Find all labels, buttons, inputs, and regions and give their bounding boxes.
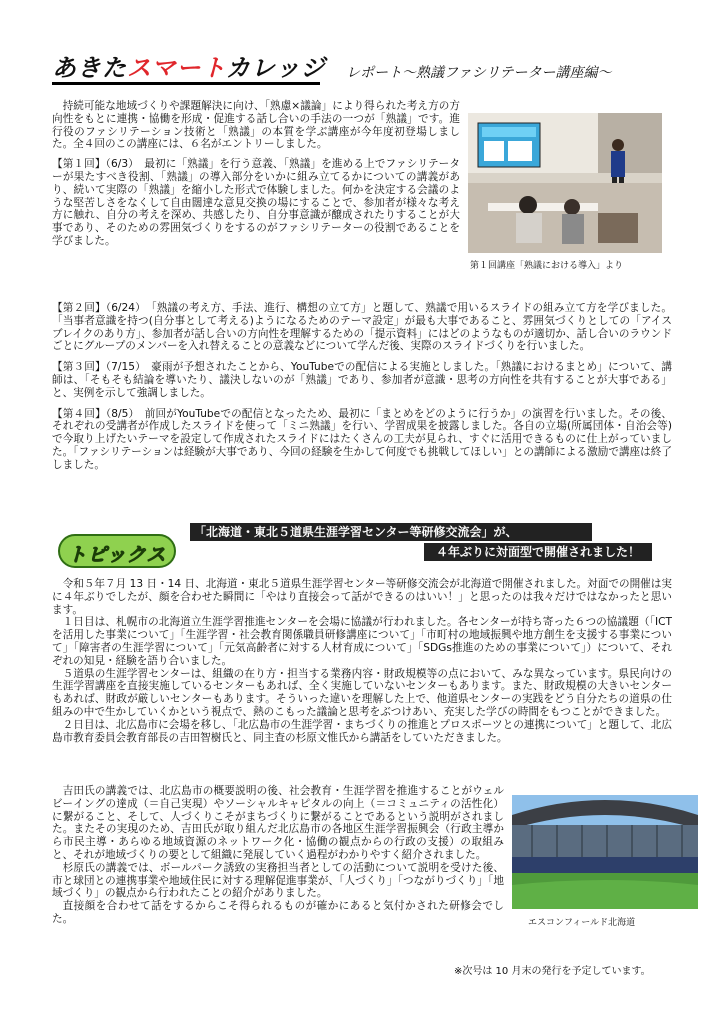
topic-paragraph: 令和５年７月 13 日・14 日、北海道・東北５道県生涯学習センター等研修交流会が北海道で開催されました。対面での開催は実に４年ぶりでしたが、顔を合わせた瞬間に「やはり直接会って話ができるのはいい！」と思ったのは我々だけではなかったと思います。 xyxy=(52,578,672,616)
topics-banner-line2: ４年ぶりに対面型で開催されました！ xyxy=(424,543,652,561)
stadium-photo-illustration xyxy=(512,795,698,909)
lecture-photo-illustration xyxy=(468,113,662,253)
session1-paragraph: 【第１回】（6/3） 最初に「熟議」を行う意義、「熟議」を進める上でファシリテーターが果たすべき役割、「熟議」の導入部分をいかに組み立てるかについての講義があり、続いて実際の「熟議」を縮小した形式で体験しました。何かを決定する会議のような堅苦しさをなくして自由闊達な意見交換の場にすることで、参加者が様々な考え方に触れ、自分の考えを深め、共感したり、自分事意識が醸成されたりすることが大事であり、そのための雰囲気づくりをするのがファシリテーターの役割であることを学びました。 xyxy=(52,158,460,247)
intro-paragraph: 持続可能な地域づくりや課題解決に向け、「熟慮×議論」により得られた考え方の方向性をもとに連携・協働を形成・促進する話し合いの手法の一つが「熟議」です。進行役のファシリテーション技術と「熟議」の本質を学ぶ講座が今年度初登場しました。全４回のこの講座には、６名がエントリーしました。 xyxy=(52,100,460,151)
title-underline xyxy=(52,82,320,85)
intro-block xyxy=(52,100,460,248)
topic-paragraph: ２日目は、北広島市に会場を移し、「北広島市の生涯学習・まちづくりの推進とプロスポーツとの連携について」と題して、北広島市教育委員会教育部長の吉田智樹氏と、同主査の杉原文惟氏から講話をしていただきました。 xyxy=(52,718,672,744)
topics-badge xyxy=(58,534,176,568)
session3-paragraph: 【第３回】（7/15） 豪雨が予想されたことから、YouTubeでの配信による実施としました。「熟議におけるまとめ」について、講師は、「そもそも結論を導いたり、議決しないのが「熟議」であり、参加者が意識・思考の方向性を共有することが大事である」と、実例を示して強調しました。 xyxy=(52,361,672,399)
title-part-akita: あきた xyxy=(52,54,127,82)
topic-paragraph: 杉原氏の講義では、ボールパーク誘致の実務担当者としての活動について説明を受けた後、市と球団との連携事業や地域住民に対する理解促進事業が、「人づくり」「つながりづくり」「地域づくり」の観点から行われたことの紹介がありました。 xyxy=(52,861,504,900)
report-subtitle: レポート〜熟議ファシリテーター講座編〜 xyxy=(346,65,612,81)
sessions-block xyxy=(52,302,672,472)
newsletter-title xyxy=(52,48,326,83)
title-part-college: カレッジ xyxy=(225,54,326,82)
stadium-photo xyxy=(512,795,698,909)
next-issue-note: ※次号は 10 月末の発行を予定しています。 xyxy=(454,966,651,977)
topic-body xyxy=(52,578,672,744)
topics-banner-line1: 「北海道・東北５道県生涯学習センター等研修交流会」が、 xyxy=(190,523,592,541)
topic-paragraph: 直接顔を合わせて話をするからこそ得られるものが確かにあると気付かされた研修会でした。 xyxy=(52,900,504,925)
topics-label: トピックス xyxy=(67,544,167,566)
topics-banner xyxy=(190,523,652,563)
topic-body-wrap xyxy=(52,785,504,926)
title-part-smart: スマート xyxy=(127,54,226,82)
topic-paragraph: 吉田氏の講義では、北広島市の概要説明の後、社会教育・生涯学習を推進することがウェルビーイングの達成（＝自己実現）やソーシャルキャピタルの向上（＝コミュニティの活性化）に繋がること、そして、人づくりこそがまちづくりに繋がることであるという説明がされました。またその実現のため、吉田氏が取り組んだ北広島市の各地区生涯学習振興会（行政主導から市民主導・あらゆる地域資源のネットワーク化・協働の観点からの行政の支援）の取組みと、それが地域づくりの要として組織に発展していく過程がわかりやすく紹介されました。 xyxy=(52,785,504,861)
session2-paragraph: 【第２回】（6/24） 「熟議の考え方、手法、進行、構想の立て方」と題して、熟議で用いるスライドの組み立て方を学びました。「当事者意識を持つ(自分事として考える)ようになるためのテーマ設定」が最も大事であること、雰囲気づくりとしての「アイスブレイクのあり方」、参加者が話し合いの方向性を理解するための「提示資料」にはどのようなものが適切か、話し合いのラウンドごとにグループのメンバーを入れ替えることの意義などについて学んだ後、実際のスライドづくりを行いました。 xyxy=(52,302,672,353)
stadium-photo-caption: エスコンフィールド北海道 xyxy=(528,918,636,928)
session4-paragraph: 【第４回】（8/5） 前回がYouTubeでの配信となったため、最初に「まとめをどのように行うか」の演習を行いました。その後、それぞれの受講者が作成したスライドを使って「ミニ熟議」を行い、学習成果を披露しました。各自の立場(所属団体・自治会等)で今取り上げたいテーマを設定して作成されたスライドにはたくさんの工夫が見られ、すぐに活用できるものに仕上がっていました。「ファシリテーションは経験が大事であり、今回の経験を生かして何度でも挑戦してほしい」との講師による激励で講座は終了しました。 xyxy=(52,407,672,471)
lecture-photo xyxy=(468,113,662,253)
topic-paragraph: １日目は、札幌市の北海道立生涯学習推進センターを会場に協議が行われました。各センターが持ち寄った６つの協議題（「ICTを活用した事業について」「生涯学習・社会教育関係職員研修講座について」「市町村の地域振興や地方創生を支援する事業について」「障害者の生涯学習について」「元気高齢者に対する人材育成について」「SDGs推進のための事業について」）について、それぞれの知見・経験を語り合いました。 xyxy=(52,616,672,667)
topic-paragraph: ５道県の生涯学習センターは、組織の在り方・担当する業務内容・財政規模等の点において、みな異なっています。県民向けの生涯学習講座を直接実施しているセンターもあれば、全く実施していないセンターもあります。また、財政規模の大きいセンターもあれば、財政が厳しいセンターもあります。そういった違いを理解した上で、他道県センターの実践をどう自分たちの道県の仕組みの中で生かしていくかという視点で、熱のこもった議論と思考をぶつけあい、充実した学びの時間をもつことができました。 xyxy=(52,667,672,718)
lecture-photo-caption: 第１回講座「熟議における導入」より xyxy=(470,261,624,271)
